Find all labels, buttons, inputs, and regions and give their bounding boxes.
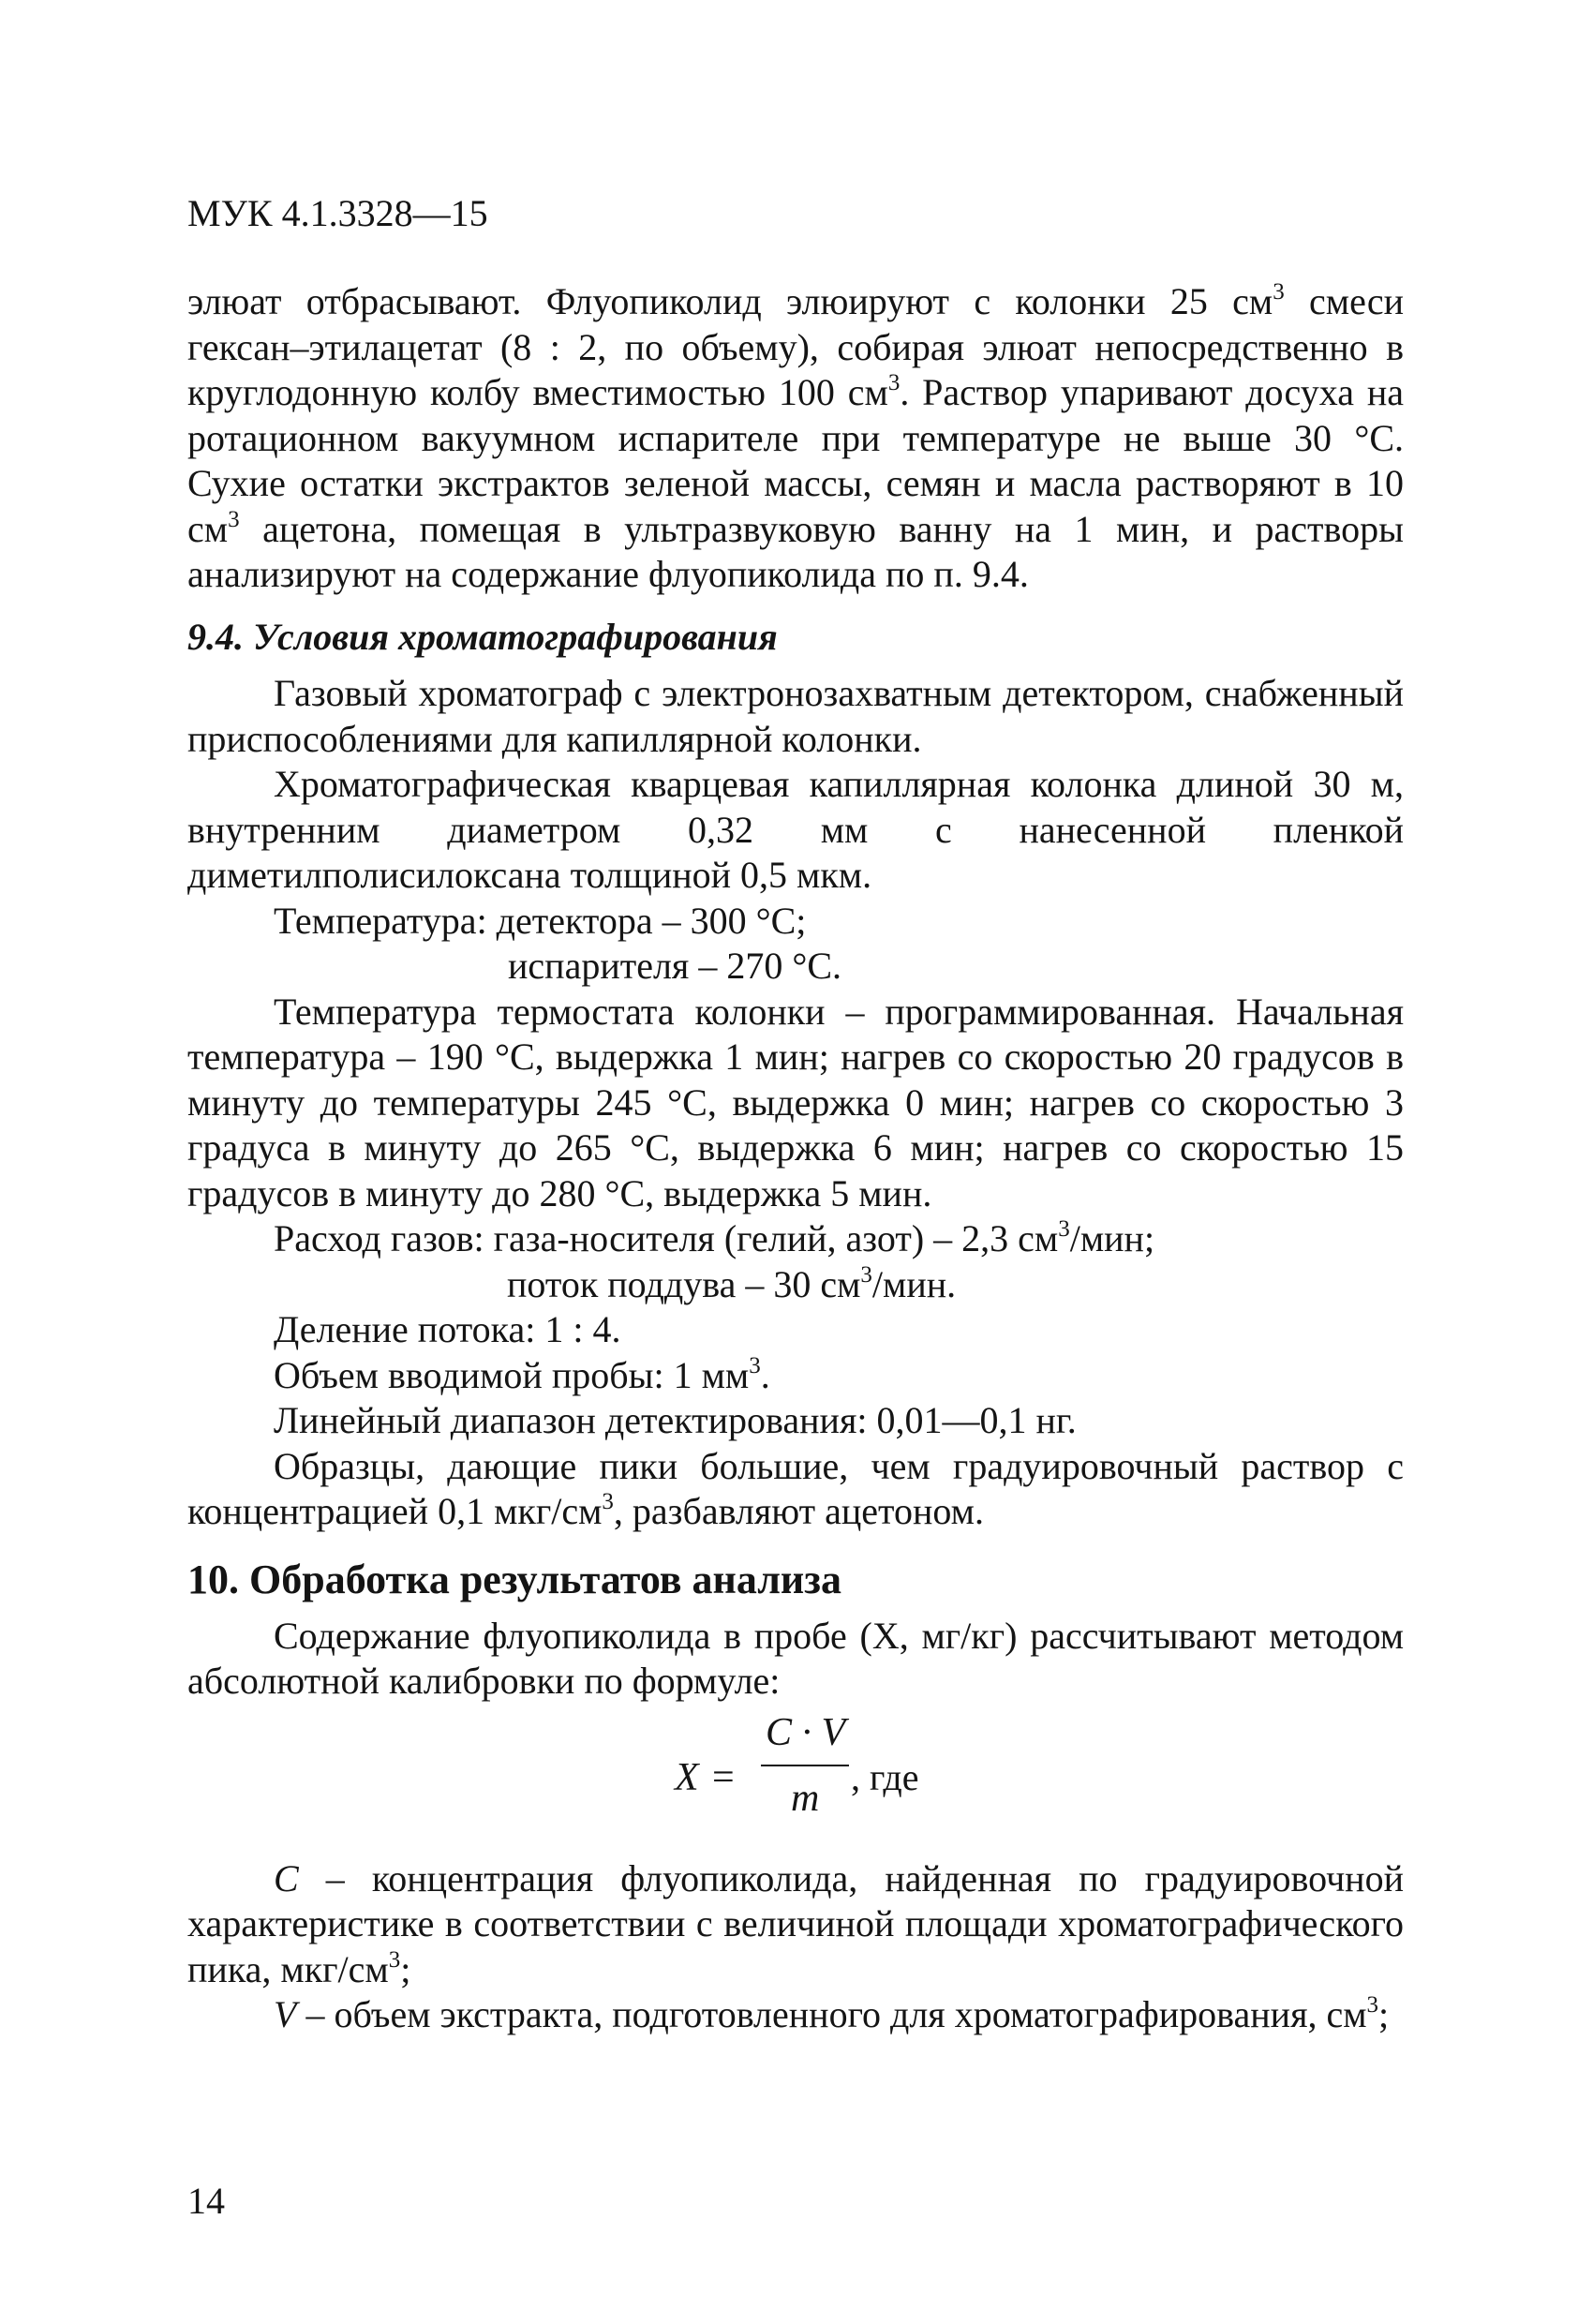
superscript: 3 [1058, 1216, 1070, 1242]
definition-c-end: ; [400, 1947, 411, 1990]
superscript: 3 [860, 1261, 872, 1288]
dilution-text: Образцы, дающие пики большие, чем градуировочный раствор с концентрацией 0,1 мкг/см [187, 1444, 1404, 1532]
page-number: 14 [187, 2180, 225, 2222]
makeup-flow-text: поток поддува – 30 см [507, 1262, 861, 1305]
formula-where: , где [851, 1755, 919, 1798]
section-heading-9-4: 9.4. Условия хроматографирования [187, 615, 778, 658]
thermostat-paragraph: Температура термостата колонки – программированная. Начальная температура – 190 °С, выдержка 1 мин; нагрев со скоростью 20 градусов в минуту до температуры 245 °С, выдержка 0 мин; нагрев со скоростью 3 градуса в минуту до 265 °С, выдержка 6 мин; нагрев со скоростью 15 градусов в минуту до 280 °С, выдержка 5 мин. [187, 990, 1404, 1214]
intro-paragraph [187, 279, 1404, 598]
definition-v [187, 1992, 1404, 2038]
formula-equals: = [712, 1755, 735, 1799]
intro-text-2: смеси гексан–этилацетат (8 : 2, по объему), собирая элюат непосредственно в круглодонную колбу вместимостью 100 см [187, 280, 1404, 413]
superscript: 3 [602, 1489, 614, 1514]
definition-c [187, 1856, 1404, 1993]
split-line: Деление потока: 1 : 4. [274, 1308, 621, 1350]
superscript: 3 [388, 1946, 401, 1973]
linear-range-line: Линейный диапазон детектирования: 0,01—0,1 нг. [274, 1399, 1077, 1441]
temperature-line: Температура: детектора – 300 °С; [274, 899, 807, 942]
intro-text-1: элюат отбрасывают. Флуопиколид элюируют с колонки 25 см [187, 280, 1273, 322]
temperature-line-2: испарителя – 270 °С. [508, 945, 841, 987]
calculation-paragraph: Содержание флуопиколида в пробе (X, мг/кг) рассчитывают методом абсолютной калибровки по формуле: [187, 1614, 1404, 1702]
injection-volume-end: . [760, 1353, 770, 1396]
superscript: 3 [1366, 1992, 1379, 2018]
gas-flow-text: Расход газов: газа-носителя (гелий, азот) – 2,3 см [274, 1217, 1059, 1259]
definition-v-text: – объем экстракта, подготовленного для хроматографирования, см [296, 1993, 1367, 2035]
fraction-bar [761, 1765, 849, 1766]
formula [187, 1710, 1404, 1843]
gas-flow-line-2 [187, 1262, 1404, 1308]
symbol-c: С [274, 1856, 299, 1899]
page-body [187, 279, 1404, 2038]
formula-lhs: X [675, 1755, 699, 1799]
superscript: 3 [749, 1352, 761, 1378]
intro-text-3: . Раствор упаривают досуха на ротационном вакуумном испарителе при температуре не выше 30 °С. Сухие остатки экстрактов зеленой массы, семян и масла растворяют в 10 см [187, 371, 1404, 550]
superscript: 3 [887, 370, 901, 395]
gas-flow-line [187, 1216, 1404, 1262]
formula-denominator: m [791, 1776, 820, 1820]
gas-flow-unit: /мин; [1069, 1217, 1155, 1259]
column-paragraph: Хроматографическая кварцевая капиллярная колонка длиной 30 м, внутренним диаметром 0,32 мм с нанесенной пленкой диметилполисилоксана толщиной 0,5 мкм. [187, 763, 1404, 896]
injection-volume-text: Объем вводимой пробы: 1 мм [274, 1353, 750, 1396]
makeup-flow-unit: /мин. [871, 1262, 957, 1305]
dilution-text-end: , разбавляют ацетоном. [613, 1490, 984, 1532]
symbol-v: V [274, 1993, 297, 2035]
formula-numerator: C · V [766, 1710, 846, 1754]
superscript: 3 [1273, 279, 1285, 305]
definition-v-end: ; [1378, 1993, 1390, 2035]
document-code: МУК 4.1.3328—15 [187, 192, 488, 234]
intro-text-4: ацетона, помещая в ультразвуковую ванну на 1 мин, и растворы анализируют на содержание флуопиколида по п. 9.4. [187, 507, 1404, 595]
definition-c-text: – концентрация флуопиколида, найденная по градуировочной характеристике в соответствии с величиной площади хроматографического пика, мкг/см [187, 1856, 1404, 1990]
section-heading-10: 10. Обработка результатов анализа [187, 1556, 841, 1602]
dilution-paragraph [187, 1444, 1404, 1535]
equipment-paragraph: Газовый хроматограф с электронозахватным детектором, снабженный приспособлениями для капиллярной колонки. [187, 672, 1404, 760]
injection-volume-line [187, 1353, 1404, 1399]
superscript: 3 [228, 506, 240, 532]
